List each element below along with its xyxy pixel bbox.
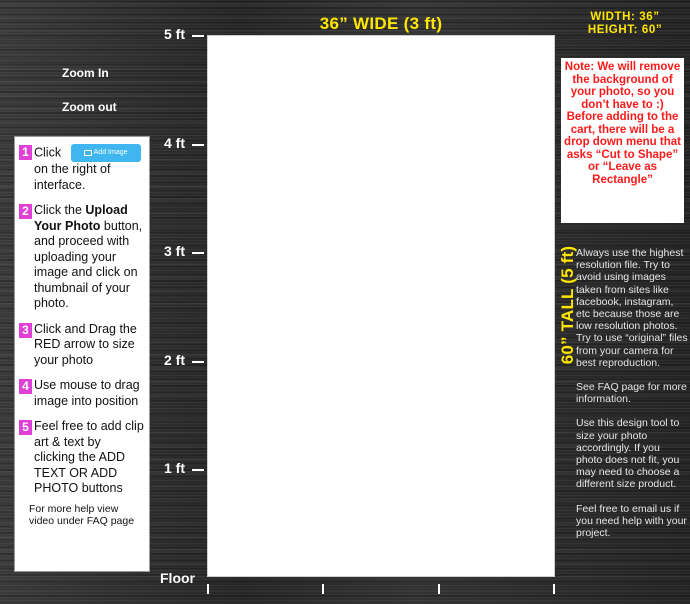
ruler-tick: [192, 361, 204, 363]
background-removal-note: [561, 58, 684, 223]
width-title: 36” WIDE (3 ft): [319, 14, 443, 33]
more-help-text: For more help view video under FAQ page: [29, 502, 135, 527]
ruler-tick: [192, 252, 204, 254]
instruction-step-4: [19, 378, 145, 409]
width-tick: [438, 584, 440, 594]
width-tick: [553, 584, 555, 594]
info-text: Feel free to email us if you need help with your project.: [576, 502, 687, 540]
instruction-step-5: [19, 419, 145, 497]
step-text: Click the: [34, 203, 86, 217]
zoom-in-button[interactable]: Zoom In: [62, 66, 109, 80]
ruler-tick: [192, 469, 204, 471]
step-text: button, and proceed with uploading your image and click on thumbnail of your photo.: [34, 218, 143, 310]
step-text: Use mouse to drag image into position: [34, 378, 140, 408]
step-text: Click and Drag the RED arrow to size your photo: [34, 321, 137, 367]
instruction-step-3: [19, 322, 145, 369]
ruler-label-2ft: 2 ft: [164, 352, 185, 368]
step-text: Click: [34, 145, 62, 160]
ruler-tick: [192, 35, 204, 37]
step-text-bold: Upload Your Photo: [34, 203, 128, 233]
width-dimension: WIDTH: 36”: [590, 11, 660, 23]
step-number: 2: [19, 204, 32, 219]
note-text: Before adding to the cart, there will be a drop down menu that asks “Cut to Shape” or “Leave as Rectangle”: [564, 111, 681, 186]
step-number: 5: [19, 420, 32, 435]
image-icon: [84, 150, 92, 156]
step-text: Feel free to add clip art & text by clicking the ADD TEXT OR ADD PHOTO buttons: [34, 419, 144, 495]
info-panel: [576, 247, 688, 551]
dimensions-readout: [560, 11, 690, 37]
step-number: 1: [19, 145, 32, 160]
ruler-label-1ft: 1 ft: [164, 460, 185, 476]
zoom-out-button[interactable]: Zoom out: [62, 100, 117, 114]
instruction-step-2: [19, 203, 145, 312]
ruler-tick: [192, 144, 204, 146]
step-number: 3: [19, 323, 32, 338]
add-image-label: Add Image: [93, 149, 128, 157]
info-text: See FAQ page for more information.: [576, 381, 687, 406]
floor-label: Floor: [160, 570, 195, 586]
height-dimension: HEIGHT: 60”: [587, 24, 663, 36]
step-text: on the right of interface.: [34, 162, 111, 192]
add-image-button[interactable]: [71, 144, 141, 162]
info-text: Always use the highest resolution file. Try to avoid using images taken from sites like facebook, instagram, etc because those are low resolution photos. Try to use “original” files from your camera for best reproduction.: [576, 247, 688, 369]
design-canvas[interactable]: [207, 35, 555, 577]
ruler-label-4ft: 4 ft: [164, 135, 185, 151]
ruler-label-3ft: 3 ft: [164, 243, 185, 259]
instructions-panel: [14, 136, 150, 572]
width-tick: [322, 584, 324, 594]
instruction-step-1: [19, 144, 145, 193]
step-number: 4: [19, 379, 32, 394]
height-title: 60” TALL (5 ft): [558, 245, 577, 365]
ruler-label-5ft: 5 ft: [164, 26, 185, 42]
info-text: Use this design tool to size your photo accordingly. If you photo does not fit, you may need to choose a different size product.: [576, 417, 680, 491]
width-tick: [207, 584, 209, 594]
note-text: Note: We will remove the background of your photo, so you don’t have to :): [564, 61, 681, 111]
